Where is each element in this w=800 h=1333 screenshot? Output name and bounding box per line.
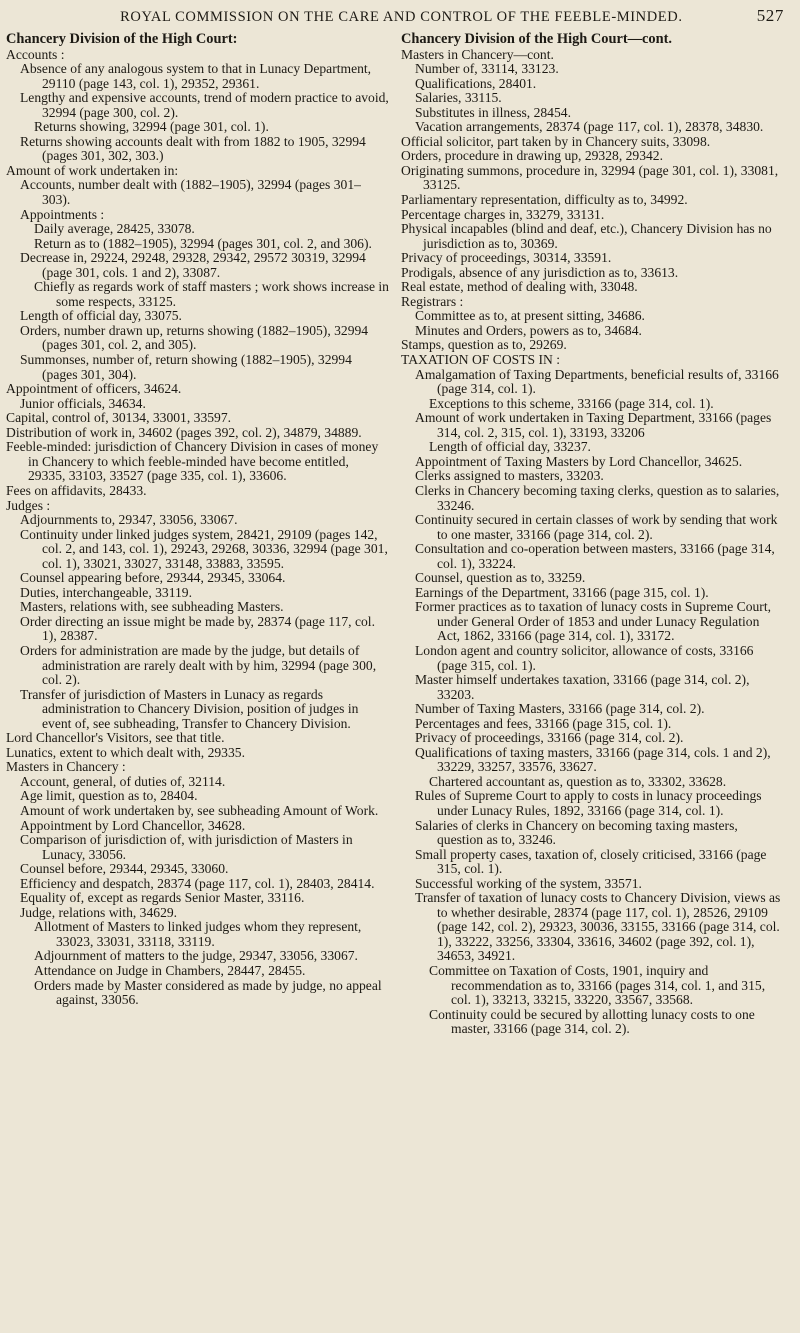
index-entry: Exceptions to this scheme, 33166 (page 314, col. 1). xyxy=(429,395,714,411)
index-entry: Official solicitor, part taken by in Chancery suits, 33098. xyxy=(401,133,711,149)
index-entry: Age limit, question as to, 28404. xyxy=(20,788,198,804)
index-entry: Order directing an issue might be made by, 28374 (page 117, col. 1), 28387. xyxy=(20,613,375,644)
index-entry: Former practices as to taxation of lunacy costs in Supreme Court, under General Order of 1853 and under Lunacy Regulation Act, 1862, 33166 (page 314, col. 1), 33172. xyxy=(415,599,771,644)
index-entry: Salaries, 33115. xyxy=(415,90,502,106)
index-entry: Adjournments to, 29347, 33056, 33067. xyxy=(20,512,238,528)
index-entry: Amount of work undertaken by, see subheading Amount of Work. xyxy=(20,802,379,818)
index-entry: Masters in Chancery : xyxy=(6,759,126,775)
index-entry: Orders made by Master considered as made by judge, no appeal against, 33056. xyxy=(34,977,382,1008)
index-entry: Committee as to, at present sitting, 34686. xyxy=(415,308,645,324)
index-entry: Length of official day, 33075. xyxy=(20,308,182,324)
index-entry: London agent and country solicitor, allowance of costs, 33166 (page 315, col. 1). xyxy=(415,642,754,673)
index-entry: Stamps, question as to, 29269. xyxy=(401,337,567,353)
running-head xyxy=(6,6,784,28)
index-entry: Prodigals, absence of any jurisdiction as to, 33613. xyxy=(401,264,679,280)
index-entry: Efficiency and despatch, 28374 (page 117, col. 1), 28403, 28414. xyxy=(20,875,375,891)
column-heading: Chancery Division of the High Court: xyxy=(6,31,238,47)
index-entry: Transfer of jurisdiction of Masters in Lunacy as regards administration to Chancery Division, position of judges in event of, see subheading, Transfer to Chancery Division. xyxy=(20,686,359,731)
index-entry: Chiefly as regards work of staff masters ; work shows increase in some respects, 33125. xyxy=(34,279,389,309)
index-entry: Decrease in, 29224, 29248, 29328, 29342, 29572 30319, 32994 (page 301, cols. 1 and 2), 33087. xyxy=(20,250,366,280)
index-entry: Duties, interchangeable, 33119. xyxy=(20,584,193,600)
index-entry: Consultation and co-operation between masters, 33166 (page 314, col. 1), 33224. xyxy=(415,541,775,571)
index-entry: Counsel appearing before, 29344, 29345, 33064. xyxy=(20,570,286,586)
index-entry: Rules of Supreme Court to apply to costs in lunacy proceedings under Lunacy Rules, 1892, 33166 (page 314, col. 1). xyxy=(415,788,762,818)
index-entry: Successful working of the system, 33571. xyxy=(415,875,642,891)
index-entry: TAXATION OF COSTS IN : xyxy=(401,352,561,368)
index-entry: Length of official day, 33237. xyxy=(429,439,591,455)
index-entry: Parliamentary representation, difficulty as to, 34992. xyxy=(401,192,688,208)
column-heading: Chancery Division of the High Court—cont. xyxy=(401,31,673,47)
right-column xyxy=(401,30,784,1037)
index-entry: Fees on affidavits, 28433. xyxy=(6,482,147,498)
index-entry: Master himself undertakes taxation, 33166 (page 314, col. 2), 33203. xyxy=(415,672,750,702)
index-entry: Orders for administration are made by the judge, but details of administration are rarely dealt with by him, 32994 (page 300, col. 2). xyxy=(20,642,377,688)
index-entry: Chartered accountant as, question as to, 33302, 33628. xyxy=(429,773,727,789)
index-entry: Real estate, method of dealing with, 33048. xyxy=(401,279,638,295)
index-entry: Originating summons, procedure in, 32994 (page 301, col. 1), 33081, 33125. xyxy=(401,162,779,193)
index-entry: Lunatics, extent to which dealt with, 29335. xyxy=(6,744,245,760)
index-entry: Clerks in Chancery becoming taxing clerks, question as to salaries, 33246. xyxy=(415,482,780,513)
index-entry: Small property cases, taxation of, closely criticised, 33166 (page 315, col. 1). xyxy=(415,846,767,877)
index-entry: Judges : xyxy=(6,497,51,513)
index-entry: Comparison of jurisdiction of, with jurisdiction of Masters in Lunacy, 33056. xyxy=(20,832,353,862)
index-entry: Appointments : xyxy=(20,206,105,222)
index-entry: Attendance on Judge in Chambers, 28447, 28455. xyxy=(34,963,306,978)
index-entry: Accounts : xyxy=(6,46,65,62)
index-entry: Salaries of clerks in Chancery on becoming taxing masters, question as to, 33246. xyxy=(415,817,738,848)
index-entry: Junior officials, 34634. xyxy=(20,395,146,411)
index-entry: Amalgamation of Taxing Departments, beneficial results of, 33166 (page 314, col. 1). xyxy=(415,366,779,397)
index-entry: Distribution of work in, 34602 (pages 392, col. 2), 34879, 34889. xyxy=(6,424,362,440)
index-entry: Physical incapables (blind and deaf, etc.), Chancery Division has no jurisdiction as to, 30369. xyxy=(401,221,772,251)
index-entry: Masters in Chancery—cont. xyxy=(401,46,554,62)
index-entry: Number of Taxing Masters, 33166 (page 314, col. 2). xyxy=(415,701,705,717)
index-entry: Adjournment of matters to the judge, 29347, 33056, 33067. xyxy=(34,948,358,964)
index-entry: Returns showing accounts dealt with from 1882 to 1905, 32994 (pages 301, 302, 303.) xyxy=(20,133,366,164)
index-entry: Allotment of Masters to linked judges whom they represent, 33023, 33031, 33118, 33119. xyxy=(34,919,362,949)
index-entry: Vacation arrangements, 28374 (page 117, col. 1), 28378, 34830. xyxy=(415,119,764,135)
index-entry: Earnings of the Department, 33166 (page 315, col. 1). xyxy=(415,584,709,600)
index-entry: Masters, relations with, see subheading Masters. xyxy=(20,599,284,615)
index-entry: Continuity secured in certain classes of work by sending that work to one master, 33166 (page 314, col. 2). xyxy=(415,512,778,542)
index-entry: Number of, 33114, 33123. xyxy=(415,61,559,77)
index-entry: Qualifications, 28401. xyxy=(415,75,537,91)
index-entry: Privacy of proceedings, 30314, 33591. xyxy=(401,250,612,266)
index-columns xyxy=(6,30,784,1037)
index-entry: Transfer of taxation of lunacy costs to Chancery Division, views as to whether desirable, 28374 (page 117, col. 1), 28526, 29109 (page 142, col. 2), 29323, 30036, 33155, 33166 (page 314, col. 1), 33222, 33256, 33304, 33616, 34602 (page 392, col. 1), 34653, 34921. xyxy=(415,890,781,964)
index-entry: Lord Chancellor's Visitors, see that title. xyxy=(6,730,225,746)
page-number: 527 xyxy=(756,6,784,25)
index-entry: Counsel, question as to, 33259. xyxy=(415,570,586,586)
index-entry: Continuity could be secured by allotting lunacy costs to one master, 33166 (page 314, col. 2). xyxy=(429,1006,755,1037)
index-entry: Account, general, of duties of, 32114. xyxy=(20,773,226,789)
index-entry: Return as to (1882–1905), 32994 (pages 301, col. 2, and 306). xyxy=(34,235,372,251)
index-entry: Lengthy and expensive accounts, trend of modern practice to avoid, 32994 (page 300, col. 2). xyxy=(20,90,389,120)
index-entry: Absence of any analogous system to that in Lunacy Department, 29110 (page 143, col. 1), 29352, 29361. xyxy=(20,61,372,91)
index-entry: Registrars : xyxy=(401,293,464,309)
index-entry: Orders, procedure in drawing up, 29328, 29342. xyxy=(401,148,663,164)
index-entry: Privacy of proceedings, 33166 (page 314, col. 2). xyxy=(415,730,684,746)
index-entry: Clerks assigned to masters, 33203. xyxy=(415,468,604,484)
left-column xyxy=(6,30,389,1037)
index-entry: Percentages and fees, 33166 (page 315, col. 1). xyxy=(415,715,672,731)
index-entry: Accounts, number dealt with (1882–1905), 32994 (pages 301–303). xyxy=(20,177,361,208)
index-entry: Judge, relations with, 34629. xyxy=(20,904,178,920)
index-entry: Continuity under linked judges system, 28421, 29109 (pages 142, col. 2, and 143, col. 1), 29243, 29268, 30336, 32994 (page 301, col. 1), 33021, 33027, 33148, 33883, 33595. xyxy=(20,526,388,571)
index-entry: Minutes and Orders, powers as to, 34684. xyxy=(415,322,642,338)
index-entry: Amount of work undertaken in: xyxy=(6,162,179,178)
index-entry: Appointment of officers, 34624. xyxy=(6,381,182,397)
index-entry: Equality of, except as regards Senior Master, 33116. xyxy=(20,890,305,906)
index-entry: Feeble-minded: jurisdiction of Chancery Division in cases of money in Chancery to which feeble-minded have become entitled, 29335, 33103, 33527 (page 335, col. 1), 33606. xyxy=(6,439,379,484)
index-entry: Amount of work undertaken in Taxing Department, 33166 (pages 314, col. 2, 315, col. 1), 33193, 33206 xyxy=(415,410,772,440)
index-entry: Qualifications of taxing masters, 33166 (page 314, cols. 1 and 2), 33229, 33257, 33576, 33627. xyxy=(415,744,771,775)
index-entry: Appointment of Taxing Masters by Lord Chancellor, 34625. xyxy=(415,453,743,469)
index-entry: Percentage charges in, 33279, 33131. xyxy=(401,206,605,222)
index-entry: Committee on Taxation of Costs, 1901, inquiry and recommendation as to, 33166 (pages 314, col. 1, and 315, col. 1), 33213, 33215, 33220, 33567, 33568. xyxy=(429,963,766,1008)
index-entry: Appointment by Lord Chancellor, 34628. xyxy=(20,817,246,833)
index-entry: Orders, number drawn up, returns showing (1882–1905), 32994 (pages 301, col. 2, and 305). xyxy=(20,322,369,353)
index-entry: Substitutes in illness, 28454. xyxy=(415,104,571,120)
index-entry: Returns showing, 32994 (page 301, col. 1). xyxy=(34,119,269,135)
index-entry: Counsel before, 29344, 29345, 33060. xyxy=(20,861,229,877)
index-entry: Capital, control of, 30134, 33001, 33597. xyxy=(6,410,232,426)
index-entry: Daily average, 28425, 33078. xyxy=(34,221,195,237)
index-entry: Summonses, number of, return showing (1882–1905), 32994 (pages 301, 304). xyxy=(20,352,352,382)
running-title: ROYAL COMMISSION ON THE CARE AND CONTROL OF THE FEEBLE-MINDED. xyxy=(120,9,683,25)
